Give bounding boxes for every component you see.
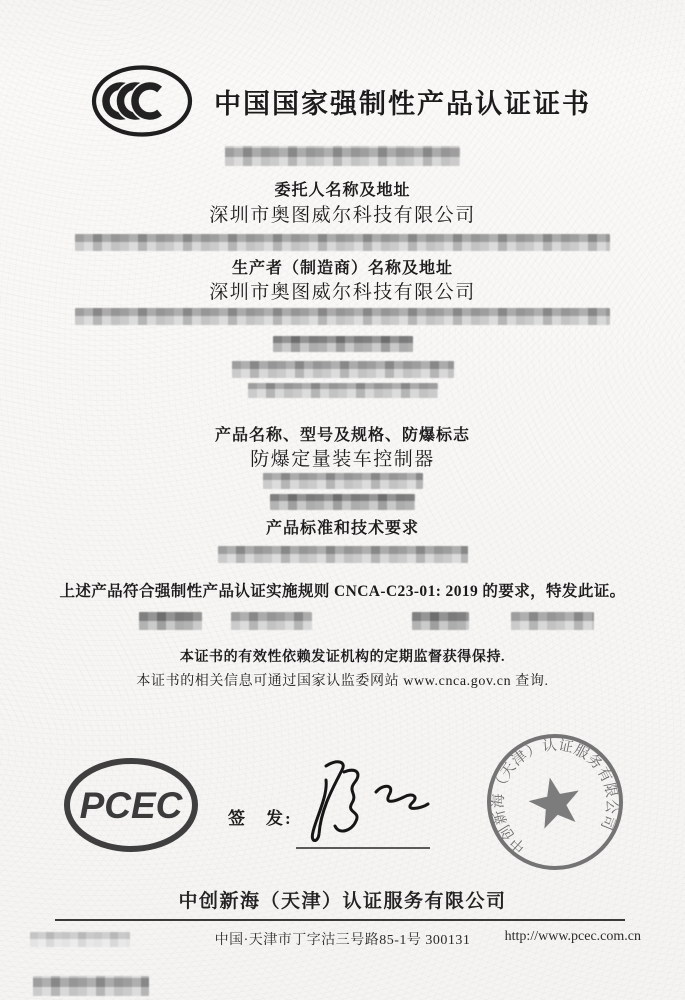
handwritten-signature: [292, 756, 440, 850]
standard-number-redacted: [218, 546, 468, 563]
expiry-date-value-redacted: [511, 612, 594, 630]
validity-note: 本证书的有效性依赖发证机构的定期监督获得保持.: [179, 650, 506, 665]
certificate-body: [0, 146, 685, 692]
issuer-website: http://www.pcec.com.cn: [504, 929, 641, 944]
issuer-name: 中创新海（天津）认证服务有限公司: [178, 891, 507, 912]
sign-label: 签 发:: [228, 809, 293, 828]
ccc-mark-icon: [90, 64, 194, 138]
factory-name-redacted: [232, 361, 454, 378]
product-label: 产品名称、型号及规格、防爆标志: [214, 427, 470, 444]
model-line1-redacted: [263, 473, 423, 489]
seal-text: 中创新海（天津）认证服务有限公司: [490, 737, 620, 856]
manufacturer-label: 生产者（制造商）名称及地址: [231, 260, 453, 277]
date-row: [139, 612, 594, 630]
factory-address-redacted: [248, 383, 438, 398]
standard-label: 产品标准和技术要求: [265, 520, 419, 537]
company-seal: [483, 729, 627, 875]
manufacturer-address-redacted: [75, 308, 610, 325]
applicant-address-redacted: [75, 234, 610, 251]
applicant-name: 深圳市奥图威尔科技有限公司: [209, 205, 476, 226]
signature-underline: [296, 847, 430, 849]
manufacturer-name: 深圳市奥图威尔科技有限公司: [209, 282, 476, 303]
conformity-statement: 上述产品符合强制性产品认证实施规则 CNCA-C23-01: 2019 的要求，特发此证。: [59, 583, 626, 600]
expiry-date-label-redacted: [412, 612, 469, 630]
certificate-number-redacted: [225, 146, 460, 166]
factory-label-redacted: [273, 336, 413, 352]
issue-date-label-redacted: [139, 612, 202, 630]
info-note: 本证书的相关信息可通过国家认监委网站 www.cnca.gov.cn 查询.: [136, 674, 549, 689]
model-line2-redacted: [270, 494, 415, 510]
bottom-left-redacted: [33, 976, 149, 996]
certificate-title: 中国国家强制性产品认证证书: [214, 88, 591, 119]
issue-date-value-redacted: [231, 612, 312, 630]
pcec-logo-text: PCEC: [79, 785, 183, 826]
applicant-label: 委托人名称及地址: [274, 182, 411, 199]
footer-rule: [55, 919, 625, 921]
pcec-logo: [60, 754, 202, 856]
certificate-header: [90, 64, 591, 138]
product-name: 防爆定量装车控制器: [250, 449, 435, 470]
issuer-address: 中国·天津市丁字沽三号路85-1号 300131: [214, 933, 471, 948]
